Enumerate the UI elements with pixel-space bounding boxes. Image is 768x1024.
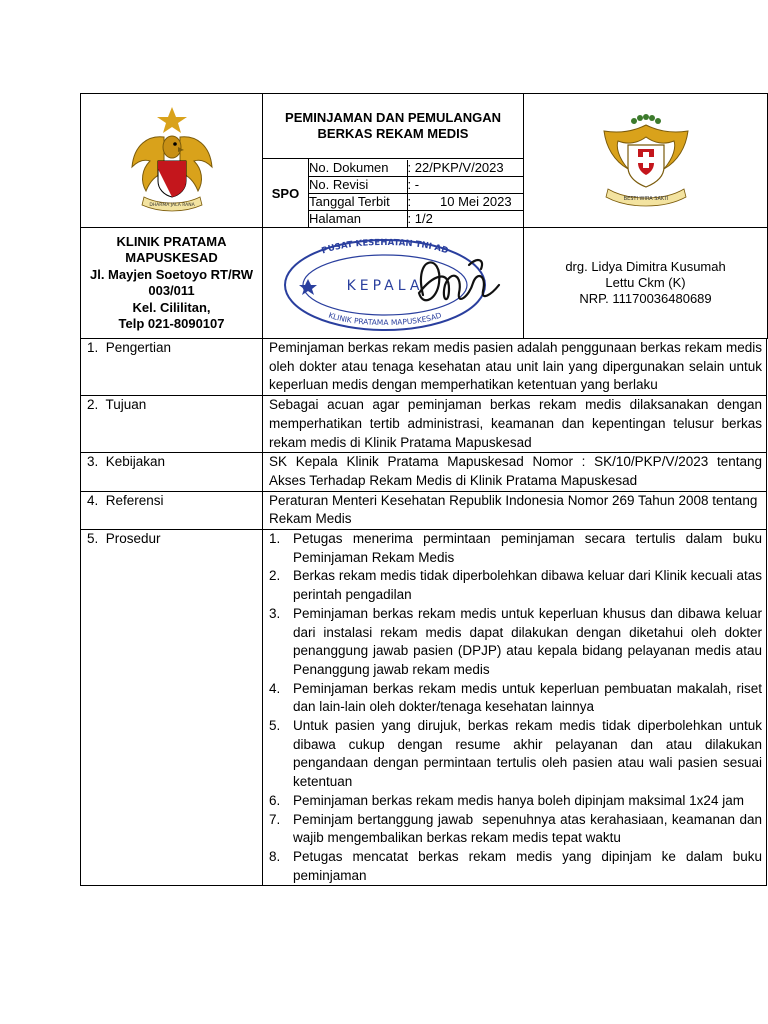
- section-referensi: [81, 491, 767, 529]
- section-text: Peraturan Menteri Kesehatan Republik Indonesia Nomor 269 Tahun 2008 tentang Rekam Medis: [263, 491, 767, 529]
- clinic-kelurahan: Kel. Cililitan,: [132, 299, 211, 315]
- stamp-signature-cell: [263, 228, 524, 339]
- clinic-name-line-2: MAPUSKESAD: [125, 250, 218, 265]
- procedure-list-cell: [263, 530, 767, 886]
- signature-icon: [419, 260, 499, 300]
- meta-value: : -: [407, 176, 523, 193]
- meta-row: [309, 176, 523, 193]
- signer-block: [524, 228, 768, 339]
- section-label: 5. Prosedur: [81, 530, 263, 886]
- step-number: 7.: [269, 811, 281, 827]
- signer-nrp: NRP. 11170036480689: [579, 291, 712, 306]
- step-number: 6.: [269, 792, 281, 808]
- meta-value: : 10 Mei 2023: [407, 193, 523, 210]
- meta-row: [309, 160, 523, 177]
- section-label: 2. Tujuan: [81, 396, 263, 453]
- step-text: Untuk pasien yang dirujuk, berkas rekam medis tidak diperbolehkan untuk dibawa cukup dengan resume akhir pelayanan dan atau dilakukan pengandaan dengan permintaan tertulis oleh pasien atau wali pasien sesuai ketentuan: [293, 718, 762, 790]
- document-title-line-1: PEMINJAMAN DAN PEMULANGAN: [285, 110, 501, 125]
- meta-label: Tanggal Terbit: [309, 193, 407, 210]
- section-label: 1. Pengertian: [81, 339, 263, 396]
- procedure-step: [269, 680, 762, 717]
- document-meta-cell: [309, 159, 524, 228]
- step-number: 8.: [269, 848, 281, 864]
- official-stamp-icon: [273, 235, 523, 335]
- stamp-bottom-text: KLINIK PRATAMA MAPUSKESAD: [327, 310, 443, 328]
- meta-value: : 22/PKP/V/2023: [407, 160, 523, 177]
- left-logo-motto: DHARMA JALA RANA: [148, 202, 195, 208]
- stamp-center-text: KEPALA: [346, 278, 424, 294]
- section-text: Peminjaman berkas rekam medis pasien adalah penggunaan berkas rekam medis oleh dokter atau tenaga kesehatan atau unit lain yang dipergunakan selain untuk keperluan medis dengan memperhatikan ketentuan yang berlaku: [263, 339, 767, 396]
- step-text: Peminjaman berkas rekam medis untuk keperluan pembuatan makalah, riset dan lain-lain oleh dokter/tenaga kesehatan lainnya: [293, 680, 762, 715]
- svg-text:PUSAT KESEHATAN TNI AD: [320, 238, 449, 256]
- clinic-phone: Telp 021-8090107: [118, 316, 225, 331]
- section-text: Sebagai acuan agar peminjaman berkas rekam medis dilaksanakan dengan memperhatikan tertib administrasi, keamanan dan kepentingan telusur berkas rekam medis di Klinik Pratama Mapuskesad: [263, 396, 767, 453]
- document-header: [80, 93, 768, 339]
- right-logo-motto: BESTI WIRA SAKTI: [623, 195, 668, 202]
- section-kebijakan: [81, 453, 767, 491]
- step-text: Berkas rekam medis tidak diperbolehkan dibawa keluar dari Klinik kecuali atas perintah pengadilan: [293, 568, 762, 603]
- meta-label: No. Revisi: [309, 176, 407, 193]
- step-text: Petugas mencatat berkas rekam medis yang dipinjam ke dalam buku peminjaman: [293, 848, 762, 883]
- procedure-step: [269, 792, 762, 811]
- clinic-address-line-2: 003/011: [148, 283, 195, 298]
- kesehatan-emblem-icon: [594, 111, 698, 211]
- clinic-identity: [81, 228, 263, 339]
- section-label: 4. Referensi: [81, 491, 263, 529]
- meta-value: : 1/2: [407, 210, 523, 227]
- procedure-step: [269, 848, 762, 885]
- procedure-list: [269, 530, 766, 885]
- document-title-line-2: BERKAS REKAM MEDIS: [317, 126, 469, 141]
- step-text: Peminjaman berkas rekam medis untuk keperluan khusus dan dibawa keluar dari instalasi rekam medis dapat dilakukan dengan diketahui oleh dokter penanggung jawab pasien (DPJP) atau kepala bidang pelayanan medis atau Penanggung jawab rekam medis: [293, 605, 762, 677]
- step-number: 2.: [269, 568, 281, 584]
- clinic-address-line-1: Jl. Mayjen Soetoyo RT/RW: [89, 266, 253, 282]
- procedure-step: [269, 567, 762, 604]
- spo-content-table: [80, 338, 767, 886]
- procedure-step: [269, 605, 762, 680]
- right-logo-cell: [524, 94, 768, 228]
- procedure-step: [269, 530, 762, 567]
- section-prosedur: [81, 530, 767, 886]
- procedure-step: [269, 811, 766, 848]
- signer-name: drg. Lidya Dimitra Kusumah: [565, 259, 726, 274]
- left-logo-cell: [81, 94, 263, 228]
- stamp-top-text: PUSAT KESEHATAN TNI AD: [320, 237, 450, 257]
- step-number: 3.: [269, 605, 281, 621]
- tni-ad-emblem-icon: [124, 105, 220, 217]
- title-cell: [263, 94, 524, 159]
- meta-row: [309, 193, 523, 210]
- procedure-step: [269, 717, 762, 792]
- section-pengertian: [81, 339, 767, 396]
- clinic-name-line-1: KLINIK PRATAMA: [116, 233, 227, 249]
- section-tujuan: [81, 396, 767, 453]
- meta-row: [309, 210, 523, 227]
- step-number: 5.: [269, 718, 281, 734]
- meta-label: No. Dokumen: [309, 160, 407, 177]
- step-number: 1.: [269, 531, 281, 547]
- spo-document: [80, 93, 767, 886]
- step-number: 4.: [269, 680, 281, 696]
- document-meta-table: [309, 160, 523, 227]
- step-text: Peminjaman berkas rekam medis hanya boleh dipinjam maksimal 1x24 jam: [293, 792, 744, 808]
- svg-text:KLINIK PRATAMA MAPUSKESAD: [327, 311, 443, 327]
- step-text: Peminjam bertanggung jawab sepenuhnya atas kerahasiaan, keamanan dan wajib mengembalikan berkas rekam medis tepat waktu: [293, 811, 766, 846]
- spo-label: SPO: [263, 159, 309, 228]
- section-text: SK Kepala Klinik Pratama Mapuskesad Nomor : SK/10/PKP/V/2023 tentang Akses Terhadap Rekam Medis di Klinik Pratama Mapuskesad: [263, 453, 767, 491]
- step-text: Petugas menerima permintaan peminjaman secara tertulis dalam buku Peminjaman Rekam Medis: [293, 531, 762, 565]
- signer-rank: Lettu Ckm (K): [605, 275, 686, 290]
- meta-label: Halaman: [309, 210, 407, 227]
- section-label: 3. Kebijakan: [81, 453, 263, 491]
